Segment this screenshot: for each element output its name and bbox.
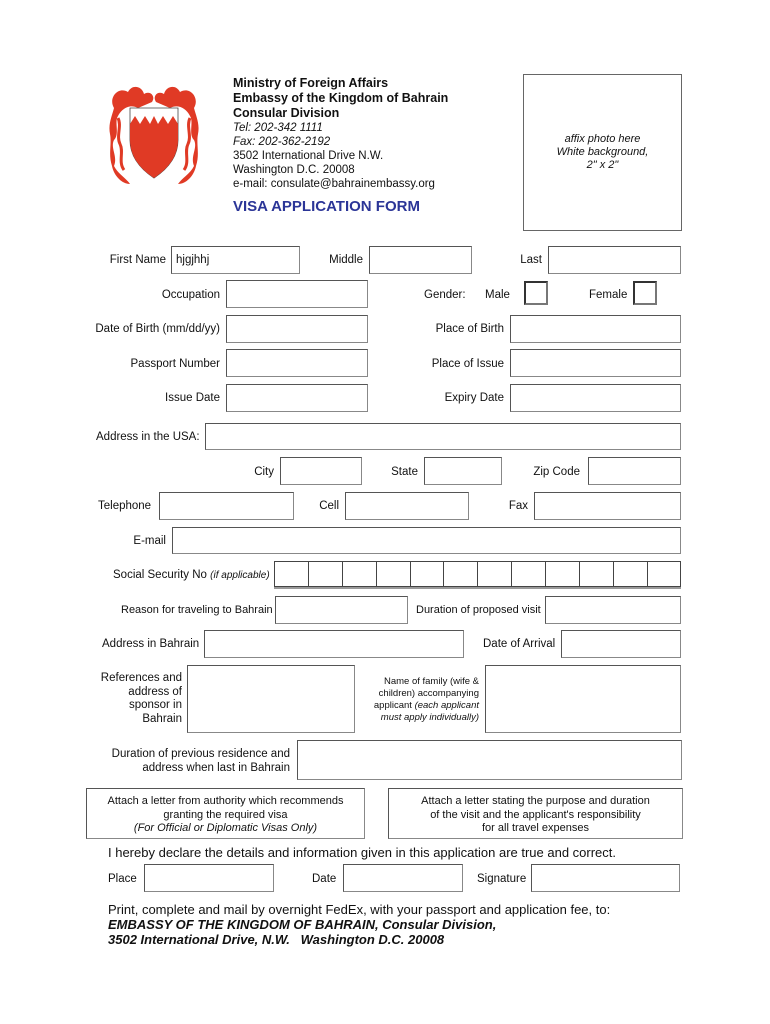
photo-instruction: 2" x 2": [586, 159, 619, 171]
last-name-field[interactable]: [548, 246, 681, 274]
place-of-issue-field[interactable]: [510, 349, 681, 377]
zip-code-field[interactable]: [588, 457, 681, 485]
family-label-applicant: applicant: [373, 700, 412, 711]
ssn-digit[interactable]: [613, 561, 647, 587]
travel-expenses-note: [388, 788, 683, 839]
ssn-digit[interactable]: [443, 561, 477, 587]
issue-date-field[interactable]: [226, 384, 368, 412]
references-label-line: Bahrain: [142, 712, 182, 725]
previous-residence-label-line: Duration of previous residence and: [111, 748, 290, 760]
mailing-address-line: EMBASSY OF THE KINGDOM OF BAHRAIN, Consular Division,: [108, 917, 497, 932]
note-line: Attach a letter stating the purpose and duration: [421, 795, 650, 807]
official-visa-note: [86, 788, 365, 839]
middle-name-field[interactable]: [369, 246, 472, 274]
org-line: Consular Division: [233, 106, 340, 120]
issue-date-label: Issue Date: [165, 392, 220, 404]
references-label-line: sponsor in: [128, 699, 182, 711]
state-label: State: [391, 466, 418, 478]
ssn-digit[interactable]: [274, 561, 308, 587]
ssn-field[interactable]: [274, 561, 681, 589]
dob-label: Date of Birth (mm/dd/yy): [95, 323, 220, 335]
previous-residence-label: [100, 747, 290, 775]
references-label-line: References and: [100, 672, 182, 684]
family-label: [350, 676, 479, 724]
address-line: Washington D.C. 20008: [233, 164, 355, 176]
family-label-line: children) accompanying: [378, 688, 479, 699]
last-name-label: Last: [520, 254, 542, 266]
state-field[interactable]: [424, 457, 502, 485]
gender-female-label: Female: [589, 289, 628, 301]
ssn-digit[interactable]: [376, 561, 410, 587]
city-field[interactable]: [280, 457, 362, 485]
place-of-birth-label: Place of Birth: [435, 323, 504, 335]
note-line: Attach a letter from authority which recommends: [107, 795, 344, 807]
ssn-label-note: (if applicable): [210, 570, 270, 581]
mailing-instruction-line: Print, complete and mail by overnight FedEx, with your passport and application fee, to:: [108, 902, 611, 917]
ssn-label-text: Social Security No: [113, 569, 207, 581]
occupation-label: Occupation: [161, 289, 220, 301]
family-label-note: (each applicant: [414, 700, 479, 711]
gender-female-checkbox[interactable]: [633, 281, 657, 305]
email-text: e-mail: consulate@bahrainembassy.org: [233, 178, 435, 190]
previous-residence-field[interactable]: [297, 740, 682, 780]
signature-field[interactable]: [531, 864, 680, 892]
fax-field[interactable]: [534, 492, 681, 520]
occupation-field[interactable]: [226, 280, 368, 308]
signature-label: Signature: [477, 873, 527, 885]
telephone-label: Telephone: [98, 500, 152, 512]
reason-label: Reason for traveling to Bahrain: [121, 604, 273, 616]
references-field[interactable]: [187, 665, 355, 733]
note-line: granting the required visa: [163, 808, 288, 821]
references-label: [90, 672, 182, 726]
mailing-instructions: [108, 902, 610, 947]
note-line: of the visit and the applicant's responsibility: [430, 808, 641, 821]
family-label-note: must apply individually): [380, 712, 479, 723]
passport-number-label: Passport Number: [130, 358, 220, 370]
first-name-field[interactable]: hjgjhhj: [171, 246, 300, 274]
duration-label: Duration of proposed visit: [416, 604, 541, 616]
family-label-line: [350, 700, 479, 712]
embassy-header: [233, 76, 448, 191]
date-of-arrival-field[interactable]: [561, 630, 681, 658]
email-field[interactable]: [172, 527, 681, 554]
zip-code-label: Zip Code: [533, 466, 580, 478]
family-label-line: Name of family (wife &: [383, 676, 479, 687]
previous-residence-label-line: address when last in Bahrain: [142, 762, 290, 774]
mailing-address-line: 3502 International Drive, N.W. Washington D.C. 20008: [108, 932, 445, 947]
ssn-digit[interactable]: [308, 561, 342, 587]
references-label-line: address of: [128, 685, 182, 698]
place-field[interactable]: [144, 864, 274, 892]
org-line: Ministry of Foreign Affairs: [233, 76, 389, 90]
declaration-text: I hereby declare the details and information given in this application are true and correct.: [108, 845, 617, 860]
place-label: Place: [108, 873, 137, 885]
gender-label: Gender:: [424, 289, 466, 301]
date-field[interactable]: [343, 864, 463, 892]
place-of-birth-field[interactable]: [510, 315, 681, 343]
photo-instruction: White background,: [556, 146, 649, 158]
tel-text: Tel: 202-342 1111: [233, 122, 323, 134]
place-of-issue-label: Place of Issue: [431, 358, 504, 370]
address-bahrain-field[interactable]: [204, 630, 464, 658]
org-line: Embassy of the Kingdom of Bahrain: [233, 91, 449, 105]
address-line: 3502 International Drive N.W.: [233, 150, 384, 162]
date-label: Date: [312, 873, 337, 885]
bahrain-coat-of-arms-icon: [108, 78, 200, 188]
ssn-digit[interactable]: [579, 561, 613, 587]
first-name-label: First Name: [109, 254, 166, 266]
photo-box: [523, 74, 682, 231]
date-of-arrival-label: Date of Arrival: [483, 638, 556, 650]
address-bahrain-label: Address in Bahrain: [102, 638, 200, 650]
gender-male-checkbox[interactable]: [524, 281, 548, 305]
photo-instruction: affix photo here: [564, 133, 641, 145]
expiry-date-label: Expiry Date: [444, 392, 504, 404]
ssn-digit[interactable]: [647, 561, 681, 587]
ssn-digit[interactable]: [511, 561, 545, 587]
form-title: VISA APPLICATION FORM: [233, 198, 420, 215]
ssn-digit[interactable]: [342, 561, 376, 587]
address-usa-field[interactable]: [205, 423, 681, 450]
telephone-field[interactable]: [159, 492, 294, 520]
reason-field[interactable]: [275, 596, 408, 624]
gender-male-label: Male: [485, 289, 510, 301]
middle-name-label: Middle: [329, 254, 363, 266]
cell-label: Cell: [319, 500, 339, 512]
cell-field[interactable]: [345, 492, 469, 520]
passport-number-field[interactable]: [226, 349, 368, 377]
dob-field[interactable]: [226, 315, 368, 343]
ssn-label: [113, 568, 270, 583]
duration-field[interactable]: [545, 596, 681, 624]
note-line: (For Official or Diplomatic Visas Only): [133, 822, 318, 834]
ssn-digit[interactable]: [477, 561, 511, 587]
note-line: for all travel expenses: [482, 822, 589, 834]
email-label: E-mail: [133, 535, 166, 547]
ssn-digit[interactable]: [545, 561, 579, 587]
expiry-date-field[interactable]: [510, 384, 681, 412]
fax-label: Fax: [508, 500, 528, 512]
address-usa-label: Address in the USA:: [96, 431, 200, 443]
family-field[interactable]: [485, 665, 681, 733]
fax-text: Fax: 202-362-2192: [233, 136, 331, 148]
city-label: City: [254, 466, 274, 478]
ssn-digit[interactable]: [410, 561, 444, 587]
